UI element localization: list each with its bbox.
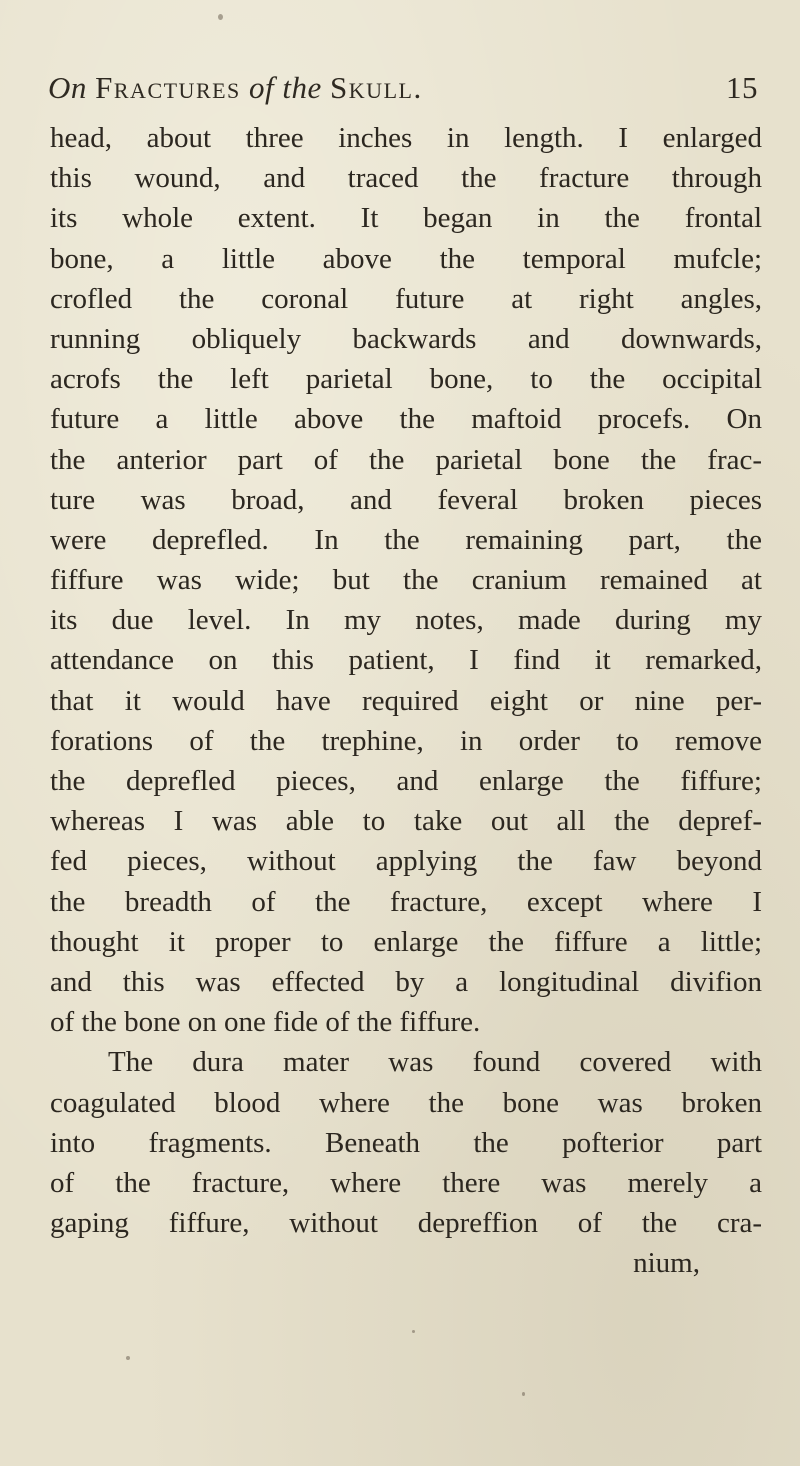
- text-line: crofled the coronal future at right angles,: [50, 282, 762, 315]
- text-line: the breadth of the fracture, except where I: [50, 885, 762, 918]
- title-prefix: On: [48, 70, 87, 105]
- text-line: of the bone on one fide of the fiffure.: [50, 1006, 481, 1039]
- catchword: nium,: [633, 1247, 700, 1280]
- text-line: into fragments. Beneath the pofterior part: [50, 1126, 762, 1159]
- page-number: 15: [726, 70, 758, 105]
- running-head: [48, 70, 788, 110]
- title-suffix: of the: [249, 70, 322, 105]
- text-line: coagulated blood where the bone was broken: [50, 1086, 762, 1119]
- text-line: its due level. In my notes, made during my: [50, 604, 762, 637]
- text-line: whereas I was able to take out all the depref-: [50, 805, 762, 838]
- text-line: running obliquely backwards and downwards,: [50, 322, 762, 355]
- text-line: gaping fiffure, without depreffion of the cra-: [50, 1207, 762, 1240]
- text-line: this wound, and traced the fracture through: [50, 162, 762, 195]
- text-line: the anterior part of the parietal bone the frac-: [50, 443, 762, 476]
- text-line: thought it proper to enlarge the fiffure a little;: [50, 925, 762, 958]
- text-line: ture was broad, and feveral broken pieces: [50, 483, 762, 516]
- paper-speck: [126, 1356, 130, 1360]
- text-line: its whole extent. It began in the frontal: [50, 202, 762, 235]
- text-line: the deprefled pieces, and enlarge the fiffure;: [50, 765, 762, 797]
- paper-speck: [218, 14, 223, 20]
- paper-speck: [522, 1392, 525, 1396]
- title-smallcaps: Fractures: [95, 70, 241, 105]
- text-line: were deprefled. In the remaining part, the: [50, 523, 762, 556]
- text-line: bone, a little above the temporal mufcle;: [50, 242, 762, 275]
- body-text: [50, 118, 762, 1283]
- text-line: fed pieces, without applying the faw beyond: [50, 845, 762, 878]
- text-line: acrofs the left parietal bone, to the occipital: [50, 363, 762, 396]
- title-subject: Skull.: [330, 70, 423, 105]
- text-line: of the fracture, where there was merely a: [50, 1166, 762, 1199]
- text-line: The dura mater was found covered with: [108, 1046, 762, 1079]
- text-line: head, about three inches in length. I enlarged: [50, 122, 762, 154]
- text-line: attendance on this patient, I find it remarked,: [50, 644, 762, 677]
- text-line: forations of the trephine, in order to remove: [50, 724, 762, 757]
- text-line: fiffure was wide; but the cranium remained at: [50, 564, 762, 597]
- text-line: future a little above the maftoid procefs. On: [50, 403, 762, 436]
- running-title: [48, 70, 423, 106]
- text-line: and this was effected by a longitudinal divifion: [50, 965, 762, 998]
- paper-speck: [412, 1330, 415, 1333]
- text-line: that it would have required eight or nine per-: [50, 684, 762, 717]
